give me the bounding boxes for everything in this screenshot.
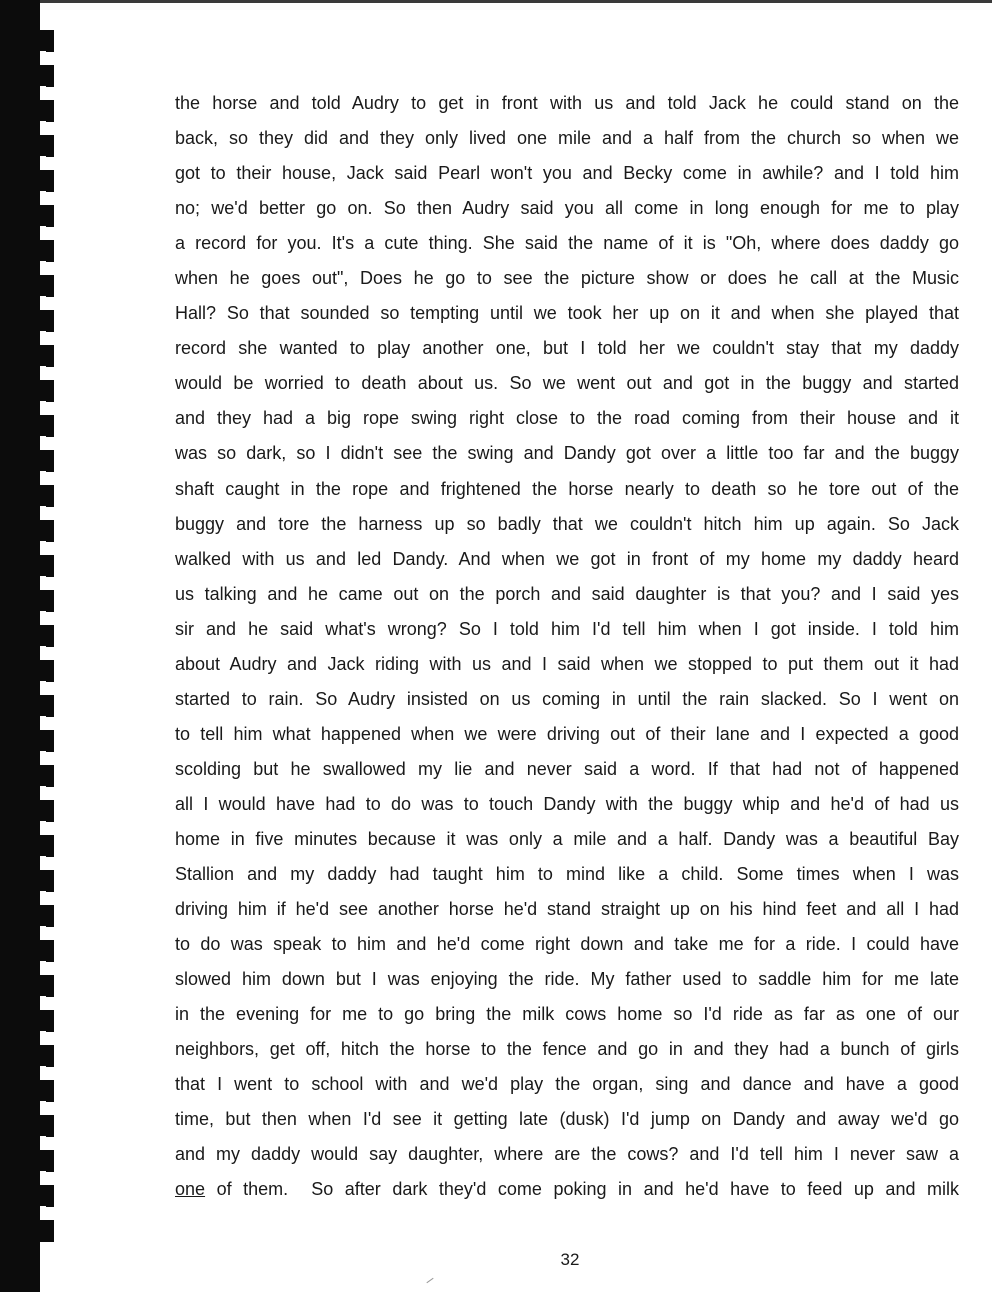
binding-tooth bbox=[38, 30, 54, 52]
text-line: and my daddy would say daughter, where are the cows? and I'd tell him I never saw a bbox=[175, 1144, 959, 1165]
binding-gap bbox=[40, 1136, 46, 1150]
binding-gap bbox=[40, 751, 46, 765]
text-line: buggy and tore the harness up so badly that we couldn't hitch him up again. So Jack bbox=[175, 513, 959, 534]
text-line: when he goes out", Does he go to see the picture show or does he call at the Music bbox=[175, 268, 959, 289]
binding-tooth bbox=[38, 625, 54, 647]
binding-tooth bbox=[38, 65, 54, 87]
binding-tooth bbox=[38, 310, 54, 332]
text-line: time, but then when I'd see it getting late (dusk) I'd jump on Dandy and away we'd go bbox=[175, 1109, 959, 1130]
text-line: got to their house, Jack said Pearl won't you and Becky come in awhile? and I told him bbox=[175, 163, 959, 184]
binding-tooth bbox=[38, 765, 54, 787]
binding-tooth bbox=[38, 450, 54, 472]
binding-gap bbox=[40, 856, 46, 870]
text-line: no; we'd better go on. So then Audry said you all come in long enough for me to play bbox=[175, 198, 959, 219]
binding-tooth bbox=[38, 800, 54, 822]
binding-gap bbox=[40, 191, 46, 205]
binding-tooth bbox=[38, 835, 54, 857]
text-line: would be worried to death about us. So we went out and got in the buggy and started bbox=[175, 373, 959, 394]
page-body-text bbox=[175, 86, 959, 1208]
binding-gap bbox=[40, 51, 46, 65]
binding-tooth bbox=[38, 240, 54, 262]
binding-tooth bbox=[38, 870, 54, 892]
binding-gap bbox=[40, 1101, 46, 1115]
binding-gap bbox=[40, 576, 46, 590]
binding-tooth bbox=[38, 170, 54, 192]
binding-gap bbox=[40, 646, 46, 660]
comb-binding bbox=[0, 0, 60, 1292]
binding-gap bbox=[40, 436, 46, 450]
binding-gap bbox=[40, 891, 46, 905]
binding-tooth bbox=[38, 590, 54, 612]
text-line: back, so they did and they only lived one mile and a half from the church so when we bbox=[175, 128, 959, 149]
text-line: was so dark, so I didn't see the swing and Dandy got over a little too far and the buggy bbox=[175, 443, 959, 464]
binding-gap bbox=[40, 226, 46, 240]
binding-gap bbox=[40, 821, 46, 835]
binding-tooth bbox=[38, 905, 54, 927]
binding-gap bbox=[40, 366, 46, 380]
binding-gap bbox=[40, 926, 46, 940]
binding-tooth bbox=[38, 1220, 54, 1242]
binding-gap bbox=[40, 401, 46, 415]
text-line: walked with us and led Dandy. And when we got in front of my home my daddy heard bbox=[175, 548, 959, 569]
binding-gap bbox=[40, 86, 46, 100]
text-line-final bbox=[175, 1172, 959, 1207]
binding-gap bbox=[40, 156, 46, 170]
binding-tooth bbox=[38, 205, 54, 227]
binding-tooth bbox=[38, 1010, 54, 1032]
text-line: record she wanted to play another one, but I told her we couldn't stay that my daddy bbox=[175, 338, 959, 359]
text-line: home in five minutes because it was only a mile and a half. Dandy was a beautiful Bay bbox=[175, 828, 959, 849]
text-line: about Audry and Jack riding with us and I said when we stopped to put them out it had bbox=[175, 653, 959, 674]
text-line: that I went to school with and we'd play the organ, sing and dance and have a good bbox=[175, 1074, 959, 1095]
binding-tooth bbox=[38, 1185, 54, 1207]
binding-tooth bbox=[38, 100, 54, 122]
text-line: driving him if he'd see another horse he'd stand straight up on his hind feet and all I had bbox=[175, 899, 959, 920]
binding-tooth bbox=[38, 135, 54, 157]
binding-gap bbox=[40, 1066, 46, 1080]
binding-tooth bbox=[38, 730, 54, 752]
binding-gap bbox=[40, 471, 46, 485]
text-line: Hall? So that sounded so tempting until we took her up on it and when she played that bbox=[175, 303, 959, 324]
binding-tooth bbox=[38, 485, 54, 507]
binding-tooth bbox=[38, 555, 54, 577]
text-line: all I would have had to do was to touch Dandy with the buggy whip and he'd of had us bbox=[175, 793, 959, 814]
binding-tooth bbox=[38, 975, 54, 997]
binding-gap bbox=[40, 1206, 46, 1220]
text-line: neighbors, get off, hitch the horse to the fence and go in and they had a bunch of girls bbox=[175, 1039, 959, 1060]
text-line: sir and he said what's wrong? So I told him I'd tell him when I got inside. I told him bbox=[175, 618, 959, 639]
text-line: scolding but he swallowed my lie and never said a word. If that had not of happened bbox=[175, 758, 959, 779]
binding-tooth bbox=[38, 275, 54, 297]
binding-tooth bbox=[38, 345, 54, 367]
binding-gap bbox=[40, 121, 46, 135]
binding-tooth bbox=[38, 1080, 54, 1102]
scan-speck bbox=[426, 1278, 433, 1283]
binding-tooth bbox=[38, 1115, 54, 1137]
binding-gap bbox=[40, 1171, 46, 1185]
underlined-word: one bbox=[175, 1179, 206, 1200]
text-line: started to rain. So Audry insisted on us coming in until the rain slacked. So I went on bbox=[175, 688, 959, 709]
text-line: the horse and told Audry to get in front with us and told Jack he could stand on the bbox=[175, 93, 959, 113]
page-top-edge bbox=[0, 0, 992, 3]
binding-tooth bbox=[38, 1045, 54, 1067]
binding-tooth bbox=[38, 660, 54, 682]
binding-gap bbox=[40, 786, 46, 800]
binding-tooth bbox=[38, 695, 54, 717]
binding-gap bbox=[40, 996, 46, 1010]
text-line: to do was speak to him and he'd come right down and take me for a ride. I could have bbox=[175, 934, 959, 955]
text-line: and they had a big rope swing right close to the road coming from their house and it bbox=[175, 408, 959, 429]
binding-tooth bbox=[38, 1150, 54, 1172]
binding-gap bbox=[40, 506, 46, 520]
text-line: in the evening for me to go bring the milk cows home so I'd ride as far as one of our bbox=[175, 1004, 959, 1025]
binding-gap bbox=[40, 681, 46, 695]
page-number: 32 bbox=[560, 1250, 580, 1269]
binding-gap bbox=[40, 541, 46, 555]
binding-gap bbox=[40, 1031, 46, 1045]
binding-spine bbox=[0, 0, 40, 1292]
binding-gap bbox=[40, 611, 46, 625]
binding-gap bbox=[40, 261, 46, 275]
binding-gap bbox=[40, 716, 46, 730]
binding-gap bbox=[40, 961, 46, 975]
binding-gap bbox=[40, 16, 46, 30]
binding-gap bbox=[40, 331, 46, 345]
text-line: to tell him what happened when we were driving out of their lane and I expected a good bbox=[175, 723, 959, 744]
binding-tooth bbox=[38, 520, 54, 542]
text-line: shaft caught in the rope and frightened the horse nearly to death so he tore out of the bbox=[175, 478, 959, 499]
text-line: us talking and he came out on the porch and said daughter is that you? and I said yes bbox=[175, 583, 959, 604]
final-line-rest: of them. So after dark they'd come poking in and he'd have to feed up and milk bbox=[205, 1179, 959, 1200]
text-line: a record for you. It's a cute thing. She said the name of it is "Oh, where does daddy go bbox=[175, 233, 959, 254]
binding-gap bbox=[40, 296, 46, 310]
binding-tooth bbox=[38, 380, 54, 402]
binding-tooth bbox=[38, 415, 54, 437]
text-line: Stallion and my daddy had taught him to mind like a child. Some times when I was bbox=[175, 864, 959, 885]
text-line: slowed him down but I was enjoying the ride. My father used to saddle him for me late bbox=[175, 969, 959, 990]
binding-tooth bbox=[38, 940, 54, 962]
